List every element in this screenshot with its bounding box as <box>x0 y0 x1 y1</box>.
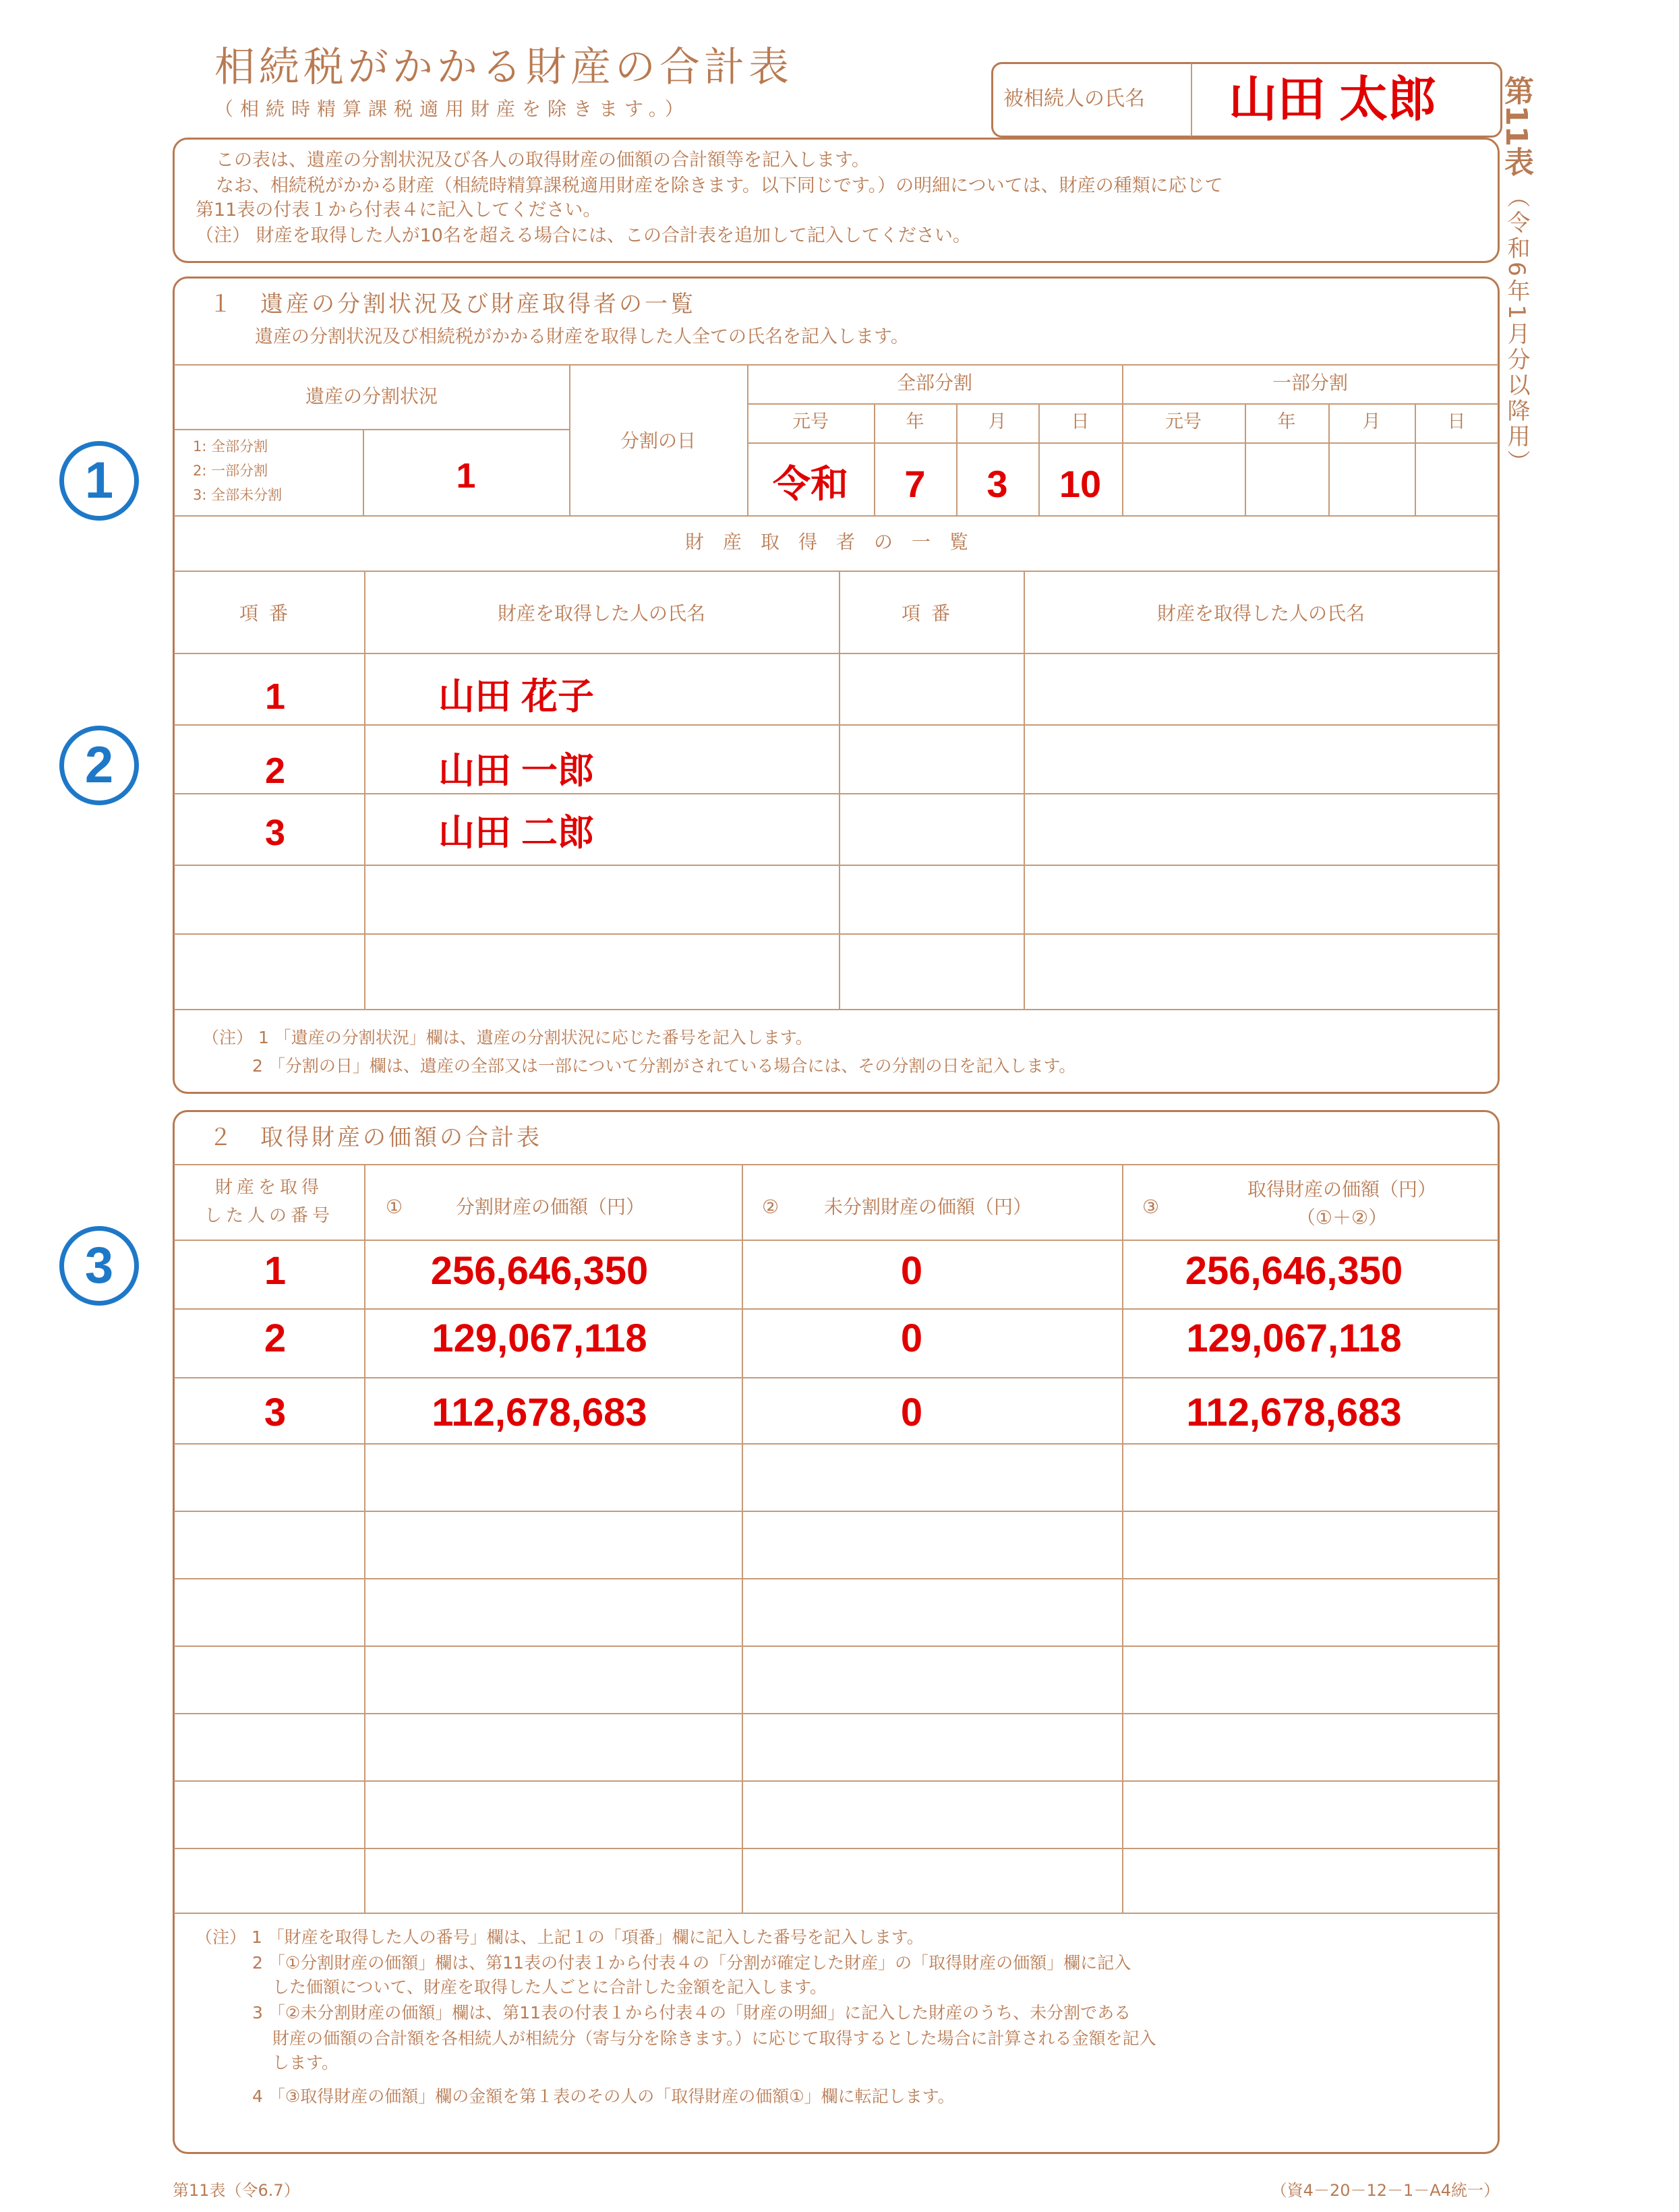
section2-note-3: した価額について、財産を取得した人ごとに合計した金額を記入します。 <box>272 1977 827 1997</box>
section1-note-2: 2 「分割の日」欄は、遺産の全部又は一部について分割がされている場合には、その分割の日を記入します。 <box>252 1056 1076 1076</box>
section2-note-4: 3 「②未分割財産の価額」欄は、第11表の付表１から付表４の「財産の明細」に記入した財産のうち、未分割である <box>252 2003 1131 2022</box>
footer-left: 第11表（令6.7） <box>173 2181 300 2200</box>
full-month-header: 月 <box>988 411 1007 432</box>
section2-note-1: （注） 1 「財産を取得した人の番号」欄は、上記１の「項番」欄に記入した番号を記入します。 <box>196 1927 924 1947</box>
item-no-header-left: 項番 <box>239 602 299 624</box>
col1-mark: ① <box>386 1196 403 1218</box>
form-title: 相続税がかかる財産の合計表 <box>214 44 793 91</box>
person-no-header-2: した人の番号 <box>204 1206 334 1226</box>
section2-note-6: します。 <box>272 2053 339 2072</box>
intro-line-1: この表は、遺産の分割状況及び各人の取得財産の価額の合計額等を記入します。 <box>216 150 870 171</box>
partial-month-header: 月 <box>1362 411 1381 432</box>
partial-year-header: 年 <box>1277 411 1296 432</box>
row2-person-no[interactable]: 2 <box>264 1316 287 1360</box>
section2-note-7: 4 「③取得財産の価額」欄の金額を第１表のその人の「取得財産の価額①」欄に転記します。 <box>252 2087 955 2106</box>
row2-divided-value[interactable]: 129,067,118 <box>432 1316 647 1360</box>
side-form-number: 第11表 <box>1499 76 1533 177</box>
intro-line-3: 第11表の付表１から付表４に記入してください。 <box>196 200 601 221</box>
col3-mark: ③ <box>1142 1196 1160 1218</box>
col1-header: 分割財産の価額（円） <box>456 1196 645 1218</box>
row1-undivided-value[interactable]: 0 <box>900 1249 923 1293</box>
row3-total-value[interactable]: 112,678,683 <box>1186 1391 1402 1434</box>
partial-division-header: 一部分割 <box>1272 372 1348 394</box>
status-option-2: 2: 一部分割 <box>193 463 268 479</box>
person-no-header-1: 財産を取得 <box>214 1177 323 1198</box>
section2-title: ２ 取得財産の価額の合計表 <box>209 1124 542 1151</box>
full-year-header: 年 <box>906 411 924 432</box>
row2-total-value[interactable]: 129,067,118 <box>1186 1316 1402 1360</box>
acquirer-2-name[interactable]: 山田 一郎 <box>438 751 595 791</box>
annotation-marker-3: 3 <box>59 1226 139 1306</box>
acquirer-3-name[interactable]: 山田 二郎 <box>438 813 595 853</box>
decedent-label: 被相続人の氏名 <box>1003 87 1145 111</box>
section2-note-5: 財産の価額の合計額を各相続人が相続分（寄与分を除きます。）に応じて取得するとした場合に計算される金額を記入 <box>272 2029 1156 2048</box>
row1-divided-value[interactable]: 256,646,350 <box>430 1249 649 1293</box>
form-subtitle: （相続時精算課税適用財産を除きます。） <box>214 98 690 120</box>
intro-line-2: なお、相続税がかかる財産（相続時精算課税適用財産を除きます。以下同じです。）の明細については、財産の種類に応じて <box>216 175 1223 196</box>
full-month-value[interactable]: 3 <box>986 463 1008 505</box>
partial-day-header: 日 <box>1447 411 1466 432</box>
status-option-1: 1: 全部分割 <box>193 438 268 455</box>
section2-note-2: 2 「①分割財産の価額」欄は、第11表の付表１から付表４の「分割が確定した財産」の「取得財産の価額」欄に記入 <box>252 1953 1131 1973</box>
full-day-value[interactable]: 10 <box>1059 463 1102 505</box>
item-no-header-right: 項番 <box>901 602 961 624</box>
col3-header: 取得財産の価額（円） <box>1247 1178 1436 1200</box>
row3-undivided-value[interactable]: 0 <box>900 1391 923 1434</box>
col2-mark: ② <box>762 1196 779 1218</box>
partial-era-header: 元号 <box>1165 411 1202 432</box>
row2-undivided-value[interactable]: 0 <box>900 1316 923 1360</box>
row1-total-value[interactable]: 256,646,350 <box>1185 1249 1403 1293</box>
full-year-value[interactable]: 7 <box>904 463 926 505</box>
section1-subtitle: 遺産の分割状況及び相続税がかかる財産を取得した人全ての氏名を記入します。 <box>255 326 909 347</box>
section1-note-1: （注） 1 「遺産の分割状況」欄は、遺産の分割状況に応じた番号を記入します。 <box>202 1028 813 1047</box>
full-day-header: 日 <box>1071 411 1090 432</box>
section1-title: １ 遺産の分割状況及び財産取得者の一覧 <box>209 291 696 318</box>
status-header: 遺産の分割状況 <box>305 385 438 407</box>
acquirer-name-header-right: 財産を取得した人の氏名 <box>1156 602 1365 624</box>
row1-person-no[interactable]: 1 <box>264 1249 287 1293</box>
acquirer-3-no[interactable]: 3 <box>264 813 286 853</box>
decedent-name[interactable]: 山田 太郎 <box>1229 73 1437 127</box>
intro-line-4: （注） 財産を取得した人が10名を超える場合には、この合計表を追加して記入してください。 <box>196 225 971 246</box>
footer-right: （資4－20－12－1－A4統一） <box>1270 2181 1500 2200</box>
full-era-header: 元号 <box>792 411 829 432</box>
acquirer-1-no[interactable]: 1 <box>264 676 286 717</box>
status-value[interactable]: 1 <box>456 457 476 496</box>
full-era-value[interactable]: 令和 <box>773 463 848 505</box>
status-option-3: 3: 全部未分割 <box>193 487 283 503</box>
side-note: （令和6年1月分以降用） <box>1503 185 1530 476</box>
division-date-header: 分割の日 <box>620 430 696 452</box>
annotation-marker-1: 1 <box>59 441 139 521</box>
acquirer-list-header: 財産取得者の一覧 <box>684 531 987 553</box>
annotation-marker-2: 2 <box>59 726 139 805</box>
acquirer-2-no[interactable]: 2 <box>264 751 286 791</box>
row3-person-no[interactable]: 3 <box>264 1391 287 1434</box>
col2-header: 未分割財産の価額（円） <box>824 1196 1032 1218</box>
full-division-header: 全部分割 <box>896 372 972 394</box>
row3-divided-value[interactable]: 112,678,683 <box>432 1391 647 1434</box>
acquirer-name-header-left: 財産を取得した人の氏名 <box>497 602 705 624</box>
acquirer-1-name[interactable]: 山田 花子 <box>438 676 595 717</box>
col3-subheader: （①＋②） <box>1296 1206 1388 1229</box>
